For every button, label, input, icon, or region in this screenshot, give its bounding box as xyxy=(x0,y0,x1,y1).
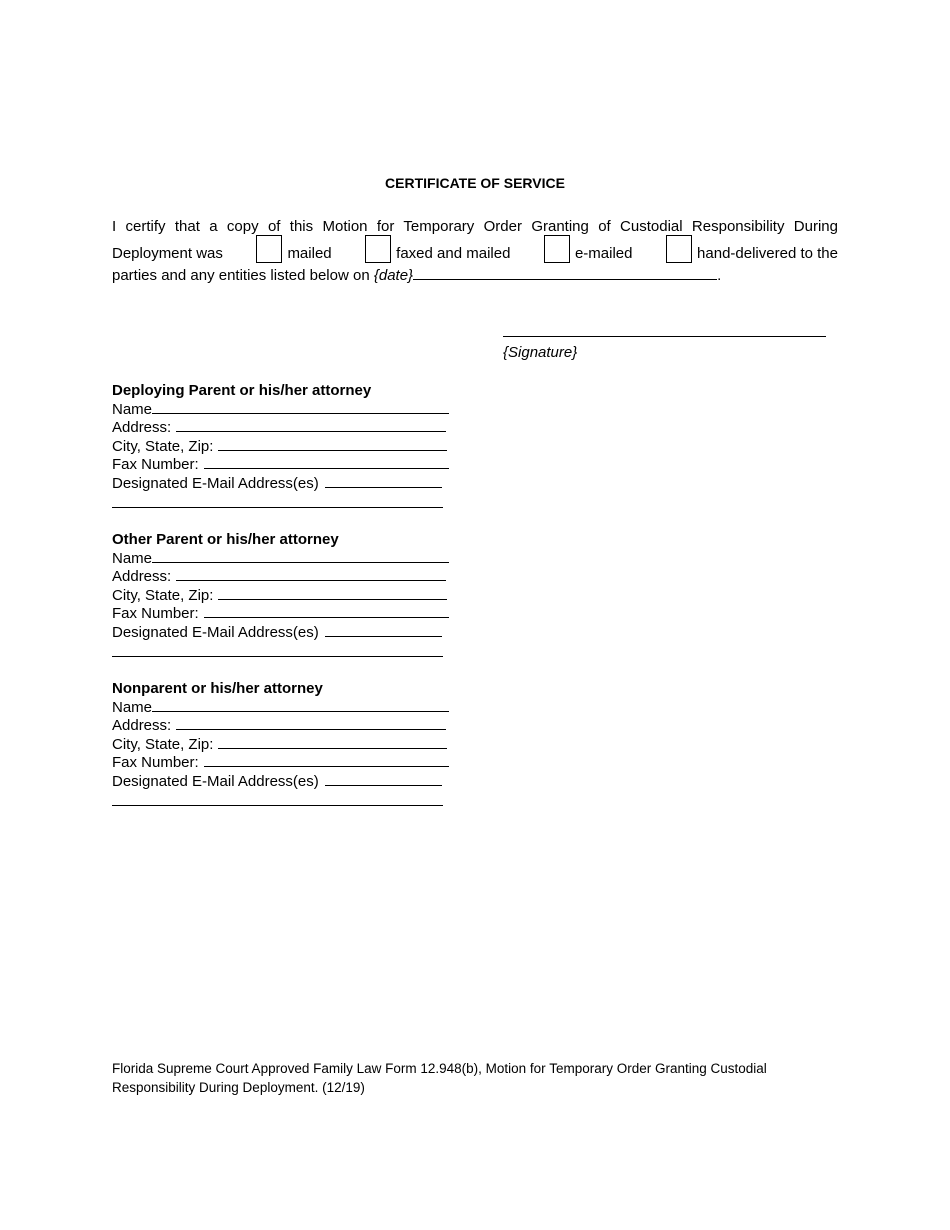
name-field-row xyxy=(112,550,457,569)
email-continuation-line[interactable] xyxy=(112,643,443,657)
certification-paragraph xyxy=(112,216,838,286)
signature-line[interactable] xyxy=(503,322,826,337)
city-field-row xyxy=(112,587,457,606)
fax-number-input-line[interactable] xyxy=(204,605,449,618)
party-block-deploying-parent xyxy=(112,382,457,508)
service-option-faxed xyxy=(364,237,510,265)
certify-line-1: I certify that a copy of this Motion for Temporary Order Granting of Custodial Responsibility During xyxy=(112,218,838,235)
fax-field-row xyxy=(112,754,457,773)
fax-number-input-line[interactable] xyxy=(204,754,449,767)
fax-number-label: Fax Number: xyxy=(112,754,199,772)
city-state-zip-label: City, State, Zip: xyxy=(112,735,214,753)
address-label: Address: xyxy=(112,419,172,437)
party-block-other-parent xyxy=(112,531,457,657)
email-label: Designated E-Mail Address(es) xyxy=(112,623,319,641)
name-input-line[interactable] xyxy=(152,401,449,414)
city-field-row xyxy=(112,736,457,755)
address-field-row xyxy=(112,419,457,438)
party-heading: Deploying Parent or his/her attorney xyxy=(112,382,372,399)
address-input-line[interactable] xyxy=(176,419,446,432)
address-input-line[interactable] xyxy=(176,717,446,730)
email-input-line[interactable] xyxy=(325,773,442,786)
name-label: Name xyxy=(112,698,153,716)
name-input-line[interactable] xyxy=(152,550,449,563)
email-continuation-line[interactable] xyxy=(112,792,443,806)
service-option-emailed xyxy=(543,237,633,265)
address-field-row xyxy=(112,717,457,736)
certify-line-3 xyxy=(112,265,838,286)
mailed-checkbox[interactable] xyxy=(256,235,282,263)
emailed-checkbox[interactable] xyxy=(544,235,570,263)
party-block-nonparent xyxy=(112,680,457,806)
service-option-mailed xyxy=(255,237,331,265)
deployment-was-text: Deployment was xyxy=(112,245,223,262)
city-state-zip-input-line[interactable] xyxy=(218,587,447,600)
hand-delivered-checkbox[interactable] xyxy=(666,235,692,263)
hand-delivered-label: hand-delivered to the xyxy=(697,245,838,262)
footer-line-1: Florida Supreme Court Approved Family Law Form 12.948(b), Motion for Temporary Order Granting Custodial xyxy=(112,1061,767,1076)
name-label: Name xyxy=(112,549,153,567)
faxed-and-mailed-label: faxed and mailed xyxy=(396,245,511,262)
name-field-row xyxy=(112,699,457,718)
address-input-line[interactable] xyxy=(176,568,446,581)
city-field-row xyxy=(112,438,457,457)
mailed-label: mailed xyxy=(287,245,332,262)
email-input-line[interactable] xyxy=(325,475,442,488)
city-state-zip-input-line[interactable] xyxy=(218,736,447,749)
service-option-hand-delivered xyxy=(665,237,838,265)
party-heading: Nonparent or his/her attorney xyxy=(112,680,323,697)
address-label: Address: xyxy=(112,568,172,586)
email-continuation-line[interactable] xyxy=(112,494,443,508)
city-state-zip-label: City, State, Zip: xyxy=(112,586,214,604)
signature-caption: {Signature} xyxy=(503,344,578,361)
fax-field-row xyxy=(112,456,457,475)
address-label: Address: xyxy=(112,717,172,735)
period: . xyxy=(717,267,722,284)
email-field-row xyxy=(112,475,457,494)
footer-line-2: Responsibility During Deployment. (12/19) xyxy=(112,1080,365,1095)
form-footer xyxy=(112,1059,832,1097)
fax-number-label: Fax Number: xyxy=(112,605,199,623)
name-input-line[interactable] xyxy=(152,699,449,712)
fax-field-row xyxy=(112,605,457,624)
emailed-label: e-mailed xyxy=(574,245,633,262)
parties-listed-text: parties and any entities listed below on xyxy=(112,267,370,284)
address-field-row xyxy=(112,568,457,587)
date-field[interactable] xyxy=(413,267,717,280)
fax-number-label: Fax Number: xyxy=(112,456,199,474)
party-heading: Other Parent or his/her attorney xyxy=(112,531,339,548)
email-label: Designated E-Mail Address(es) xyxy=(112,772,319,790)
city-state-zip-input-line[interactable] xyxy=(218,438,447,451)
name-label: Name xyxy=(112,400,153,418)
page-title: CERTIFICATE OF SERVICE xyxy=(385,175,565,191)
date-placeholder: {date} xyxy=(373,267,414,284)
fax-number-input-line[interactable] xyxy=(204,456,449,469)
email-input-line[interactable] xyxy=(325,624,442,637)
signature-block xyxy=(503,322,826,363)
email-label: Designated E-Mail Address(es) xyxy=(112,474,319,492)
city-state-zip-label: City, State, Zip: xyxy=(112,437,214,455)
name-field-row xyxy=(112,401,457,420)
faxed-and-mailed-checkbox[interactable] xyxy=(365,235,391,263)
certify-line-2 xyxy=(112,237,838,265)
email-field-row xyxy=(112,773,457,792)
email-field-row xyxy=(112,624,457,643)
